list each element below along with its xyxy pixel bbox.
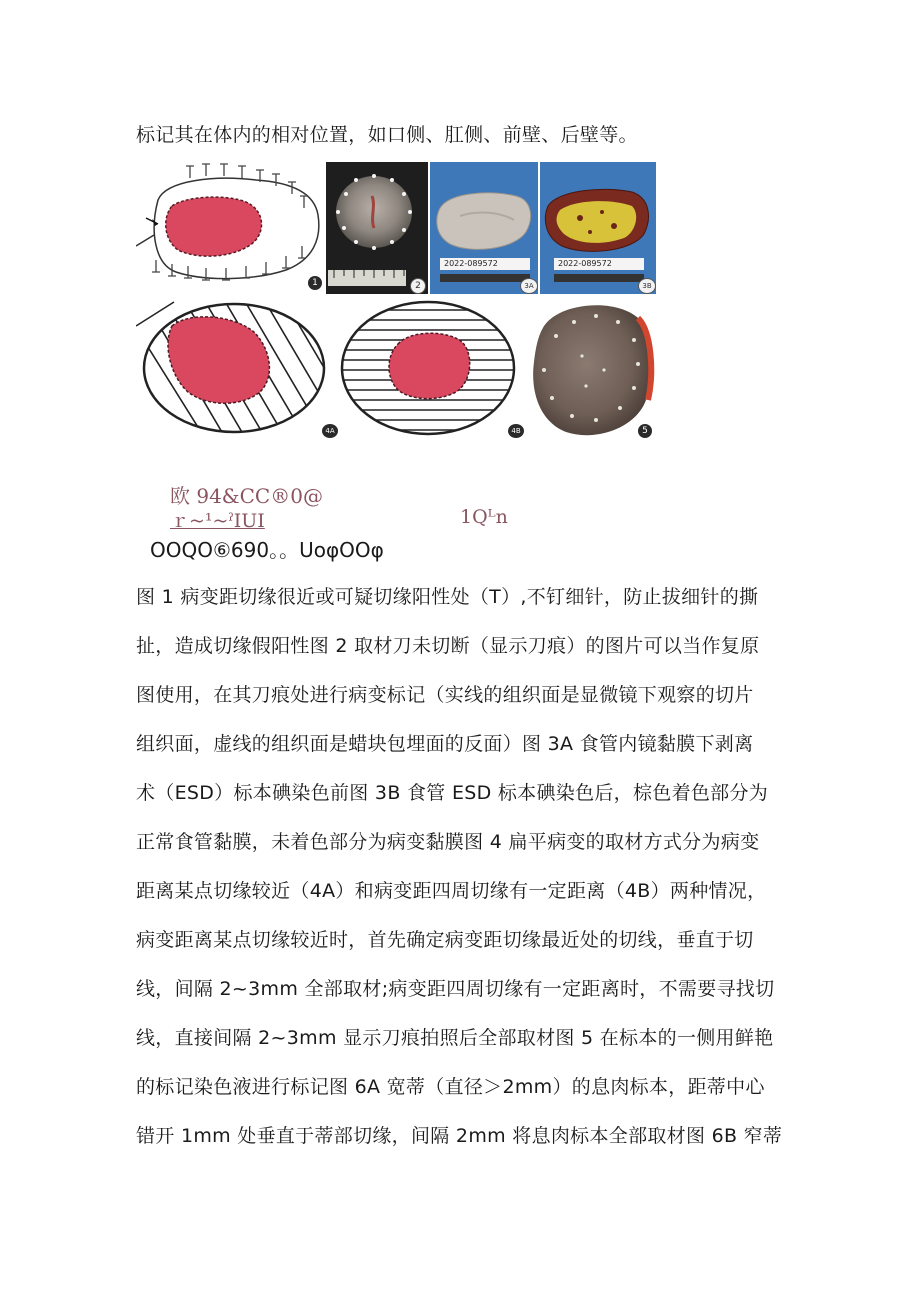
figure-panel-3b bbox=[540, 162, 656, 294]
garbled-ocr-line-2-left: ｒ~¹~ˀIUI bbox=[170, 510, 265, 532]
figure-panel-1 bbox=[136, 160, 324, 292]
figure-label-2: 2 bbox=[410, 278, 426, 294]
figure-label-3b: 3B bbox=[638, 278, 656, 294]
esd-specimen-photo-3a bbox=[430, 162, 538, 294]
figure-label-4a: 4A bbox=[322, 424, 338, 438]
specimen-photo-2 bbox=[326, 162, 428, 294]
body-line: 的标记染色液进行标记图 6A 宽蒂（直径＞2mm）的息肉标本，距蒂中心 bbox=[136, 1076, 765, 1098]
body-line: 线，直接间隔 2~3mm 显示刀痕拍照后全部取材图 5 在标本的一侧用鲜艳 bbox=[136, 1027, 774, 1049]
body-line: 线，间隔 2~3mm 全部取材;病变距四周切缘有一定距离时，不需要寻找切 bbox=[136, 978, 775, 1000]
figure-label-1: 1 bbox=[308, 276, 322, 290]
stained-specimen-photo-5 bbox=[526, 296, 656, 444]
sampling-diagram-4a bbox=[136, 296, 338, 444]
figure-label-4b: 4B bbox=[508, 424, 524, 438]
figure-panel-5 bbox=[526, 296, 656, 444]
sampling-diagram-4b bbox=[338, 296, 524, 444]
specimen-tag-3b: 2022-089572 bbox=[558, 259, 612, 268]
body-line: 扯，造成切缘假阳性图 2 取材刀未切断（显示刀痕）的图片可以当作复原 bbox=[136, 635, 760, 657]
intro-line: 标记其在体内的相对位置，如口侧、肛侧、前壁、后壁等。 bbox=[136, 124, 638, 146]
figure-panel-3a bbox=[430, 162, 538, 294]
figure-panel-4a bbox=[136, 296, 338, 444]
garbled-ocr-line-3: OOQO⑥690。。UoφOOφ bbox=[150, 538, 384, 562]
body-line: 组织面，虚线的组织面是蜡块包埋面的反面）图 3A 食管内镜黏膜下剥离 bbox=[136, 733, 754, 755]
body-line: 距离某点切缘较近（4A）和病变距四周切缘有一定距离（4B）两种情况， bbox=[136, 880, 767, 902]
garbled-ocr-line-2-right: 1Qᴸn bbox=[460, 506, 508, 528]
body-line: 图 1 病变距切缘很近或可疑切缘阳性处（T）,不钉细针，防止拔细针的撕 bbox=[136, 586, 759, 608]
body-line: 错开 1mm 处垂直于蒂部切缘，间隔 2mm 将息肉标本全部取材图 6B 窄蒂 bbox=[136, 1125, 783, 1147]
specimen-tag-3a: 2022-089572 bbox=[444, 259, 498, 268]
body-line: 术（ESD）标本碘染色前图 3B 食管 ESD 标本碘染色后，棕色着色部分为 bbox=[136, 782, 769, 804]
figure-panel-4b bbox=[338, 296, 524, 444]
figure-label-3a: 3A bbox=[520, 278, 538, 294]
garbled-ocr-line-1: 欧 94&CC®0@ bbox=[170, 484, 323, 508]
pinned-specimen-diagram bbox=[136, 160, 324, 292]
figure-label-5: 5 bbox=[638, 424, 652, 438]
esd-specimen-photo-3b bbox=[540, 162, 656, 294]
body-line: 病变距离某点切缘较近时，首先确定病变距切缘最近处的切线，垂直于切 bbox=[136, 929, 754, 951]
body-line: 正常食管黏膜，未着色部分为病变黏膜图 4 扁平病变的取材方式分为病变 bbox=[136, 831, 760, 853]
figure-panel-2 bbox=[326, 162, 428, 294]
body-line: 图使用，在其刀痕处进行病变标记（实线的组织面是显微镜下观察的切片 bbox=[136, 684, 754, 706]
